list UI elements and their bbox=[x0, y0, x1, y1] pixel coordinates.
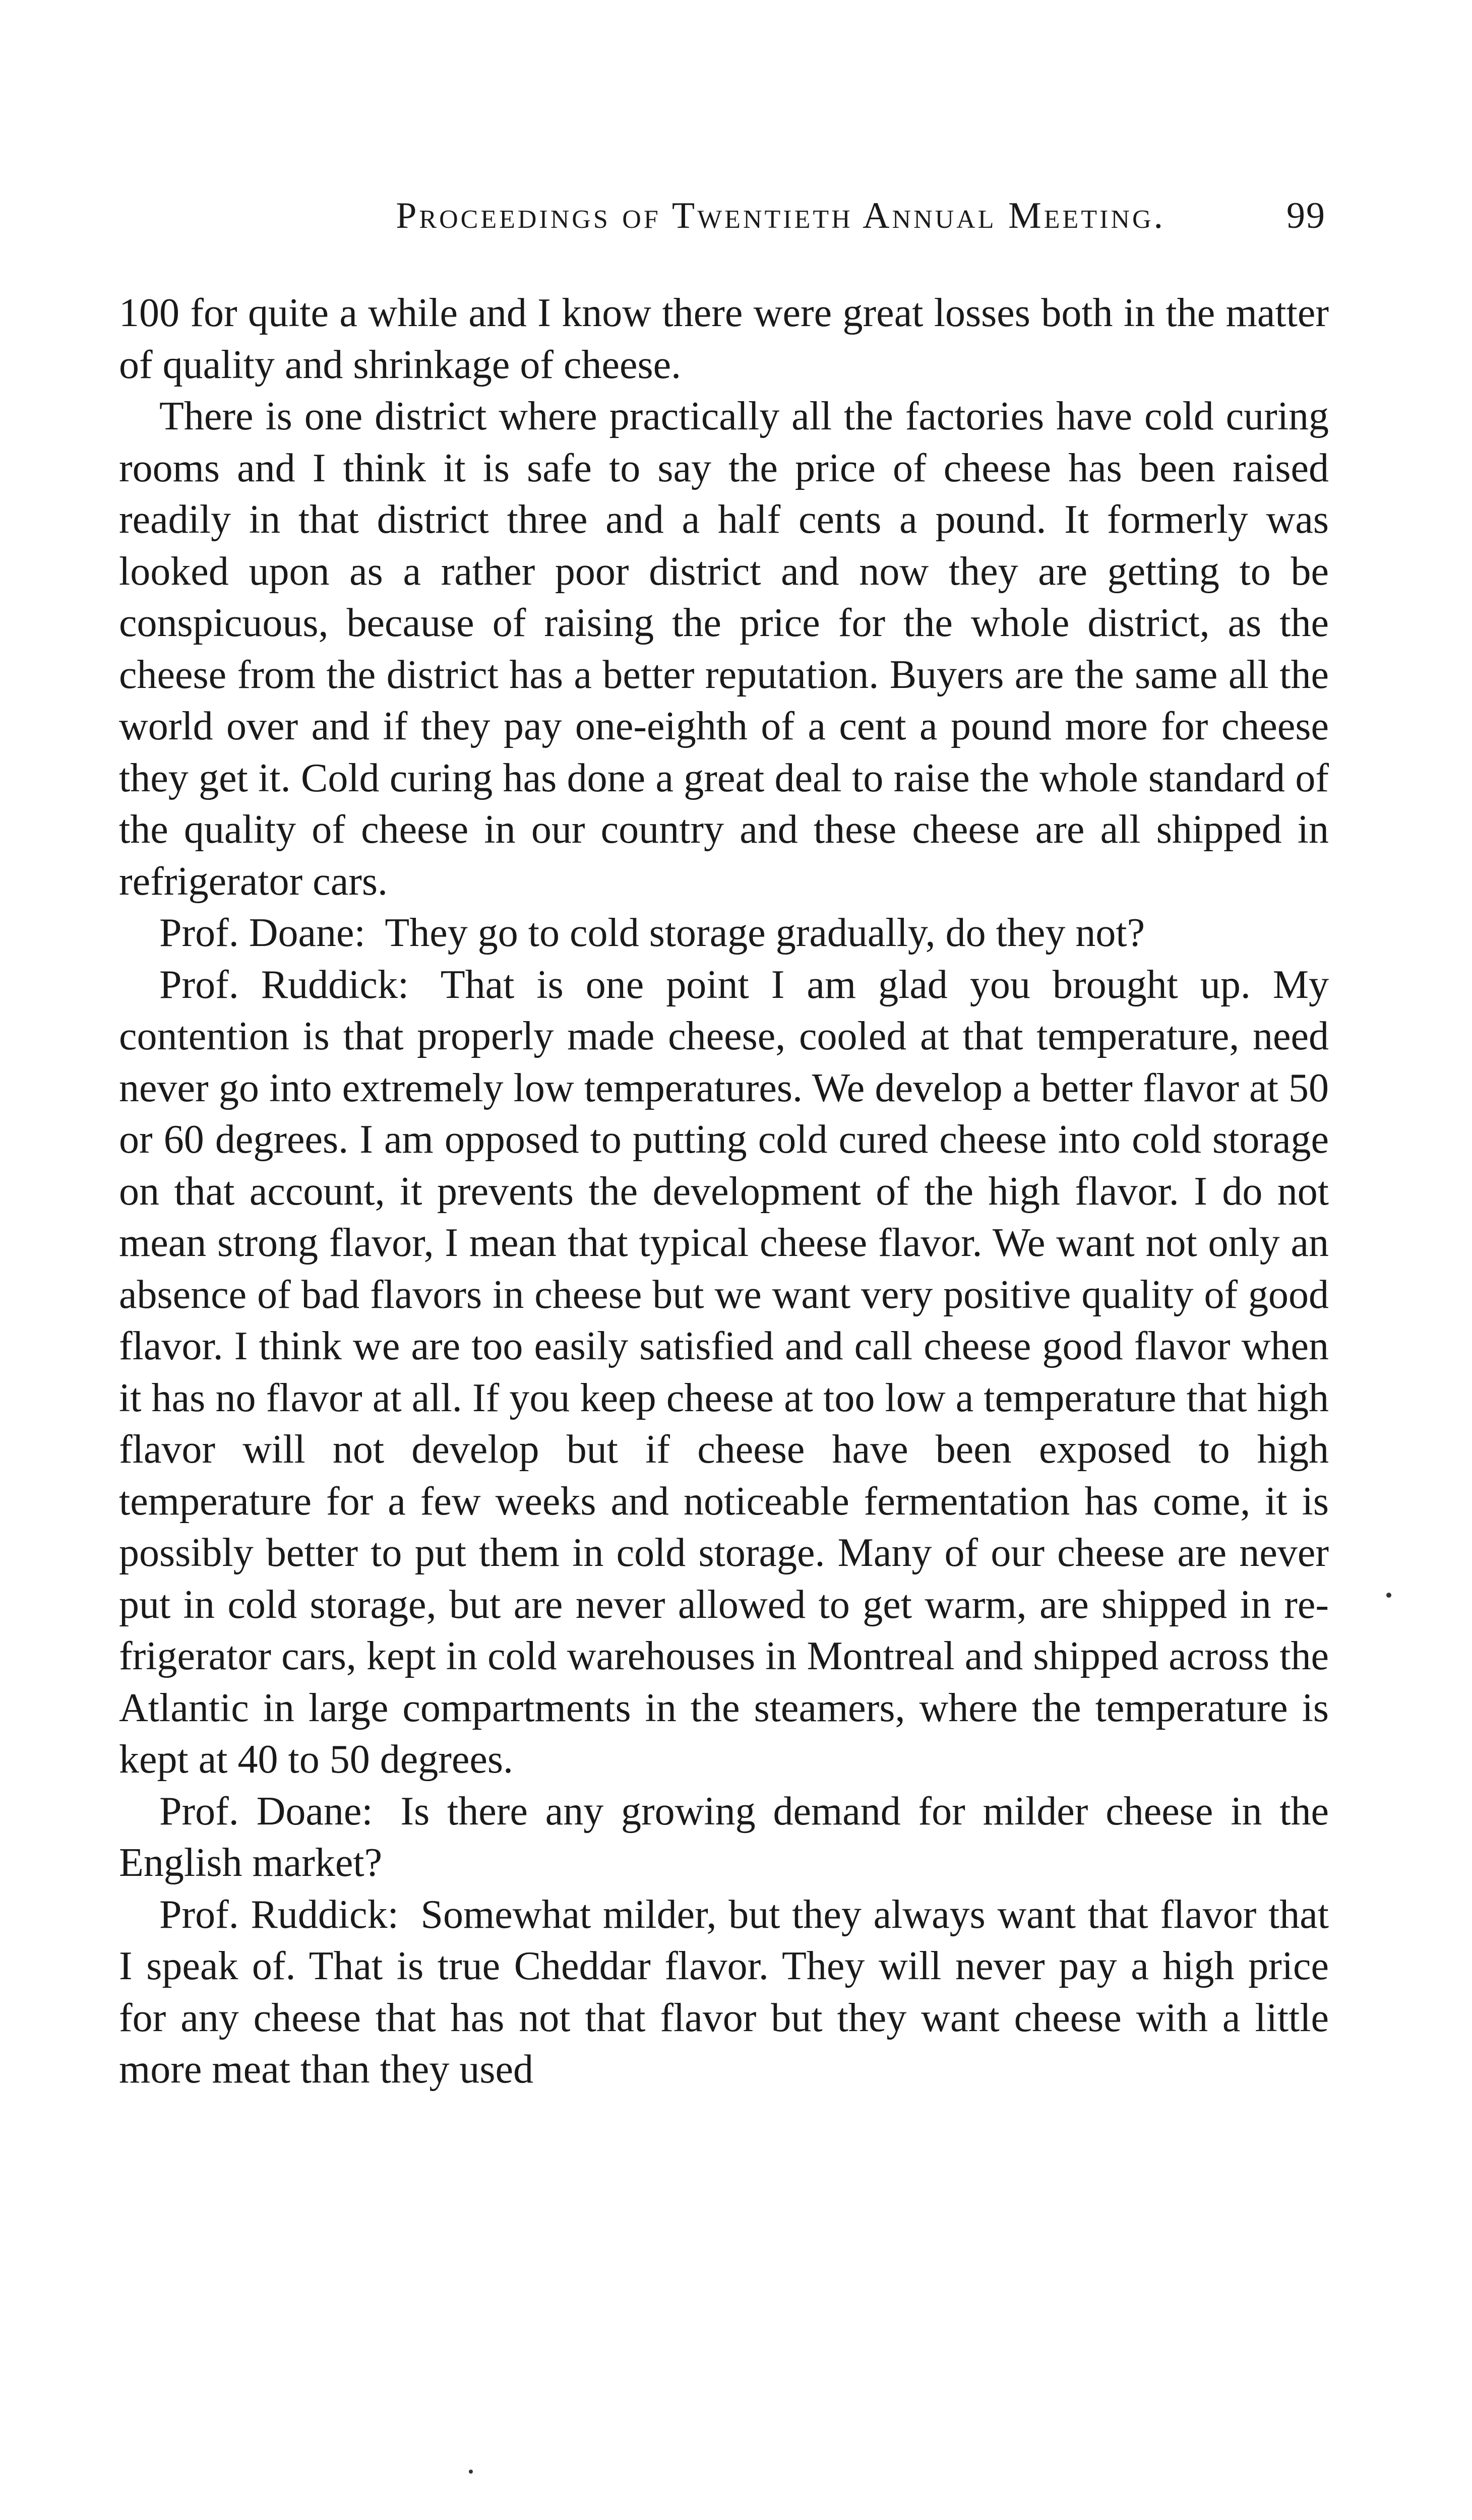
body-text bbox=[119, 287, 1329, 2096]
paragraph bbox=[119, 391, 1329, 907]
speaker-name: Prof. Ruddick: bbox=[159, 1892, 399, 1937]
running-header-title: Proceedings of Twentieth Annual Meeting. bbox=[396, 195, 1166, 236]
paragraph-text: There is one district where practically all the factories have cold curing rooms and I think it is safe to say the price of cheese has been raised readily in that district three and a half cents a pound. It formerly was looked upon as a rather poor district and now they are getting to be conspicuous, because of raising the price for the whole district, as the cheese from the district has a better reputation. Buyers are the same all the world over and if they pay one-eighth of a cent a pound more for cheese they get it. Cold curing has done a great deal to raise the whole standard of the quality of cheese in our country and these cheese are all shipped in refrigerator cars. bbox=[119, 394, 1329, 904]
speech-text: Is there any growing demand for milder cheese in the English market? bbox=[119, 1789, 1329, 1885]
paragraph-continued bbox=[119, 287, 1329, 391]
speaker-name: Prof. Doane: bbox=[159, 911, 365, 955]
print-speck bbox=[469, 2470, 473, 2474]
running-header bbox=[121, 195, 1326, 250]
print-speck bbox=[1386, 1593, 1391, 1598]
speech-text: That is one point I am glad you brought up. My contention is that properly made cheese, cooled at that temperature, need never go into extremely low temperatures. We develop a better flavor at 50 or 60 degrees. I am opposed to putting cold cured cheese into cold storage on that account, it prevents the development of the high flavor. I do not mean strong flavor, I mean that typical cheese flavor. We want not only an absence of bad flavors in cheese but we want very positive quality of good flavor. I think we are too easily satisfied and call cheese good flavor when it has no flavor at all. If you keep cheese at too low a temperature that high flavor will not develop but if cheese have been exposed to high temperature for a few weeks and noticeable fermentation has come, it is possibly better to put them in cold storage. Many of our cheese are never put in cold storage, but are never allowed to get warm, are shipped in refrigerator cars, kept in cold warehouses in Montreal and shipped across the Atlantic in large compartments in the steamers, where the temperature is kept at 40 to 50 degrees. bbox=[119, 962, 1329, 1782]
page-number: 99 bbox=[1286, 195, 1326, 236]
speech-ruddick-1 bbox=[119, 959, 1329, 1786]
speaker-name: Prof. Doane: bbox=[159, 1789, 373, 1834]
speech-ruddick-2 bbox=[119, 1889, 1329, 2096]
speech-doane-1 bbox=[119, 907, 1329, 959]
paragraph-text: 100 for quite a while and I know there were great losses both in the matter of quality and shrinkage of cheese. bbox=[119, 291, 1329, 387]
speech-doane-2 bbox=[119, 1786, 1329, 1889]
speech-text: They go to cold storage gradually, do they not? bbox=[385, 911, 1145, 955]
speech-text: Somewhat milder, but they always want that flavor that I speak of. That is true Cheddar flavor. They will never pay a high price for any cheese that has not that flavor but they want cheese with a little more meat than they used bbox=[119, 1892, 1329, 2092]
speaker-name: Prof. Ruddick: bbox=[159, 962, 409, 1007]
